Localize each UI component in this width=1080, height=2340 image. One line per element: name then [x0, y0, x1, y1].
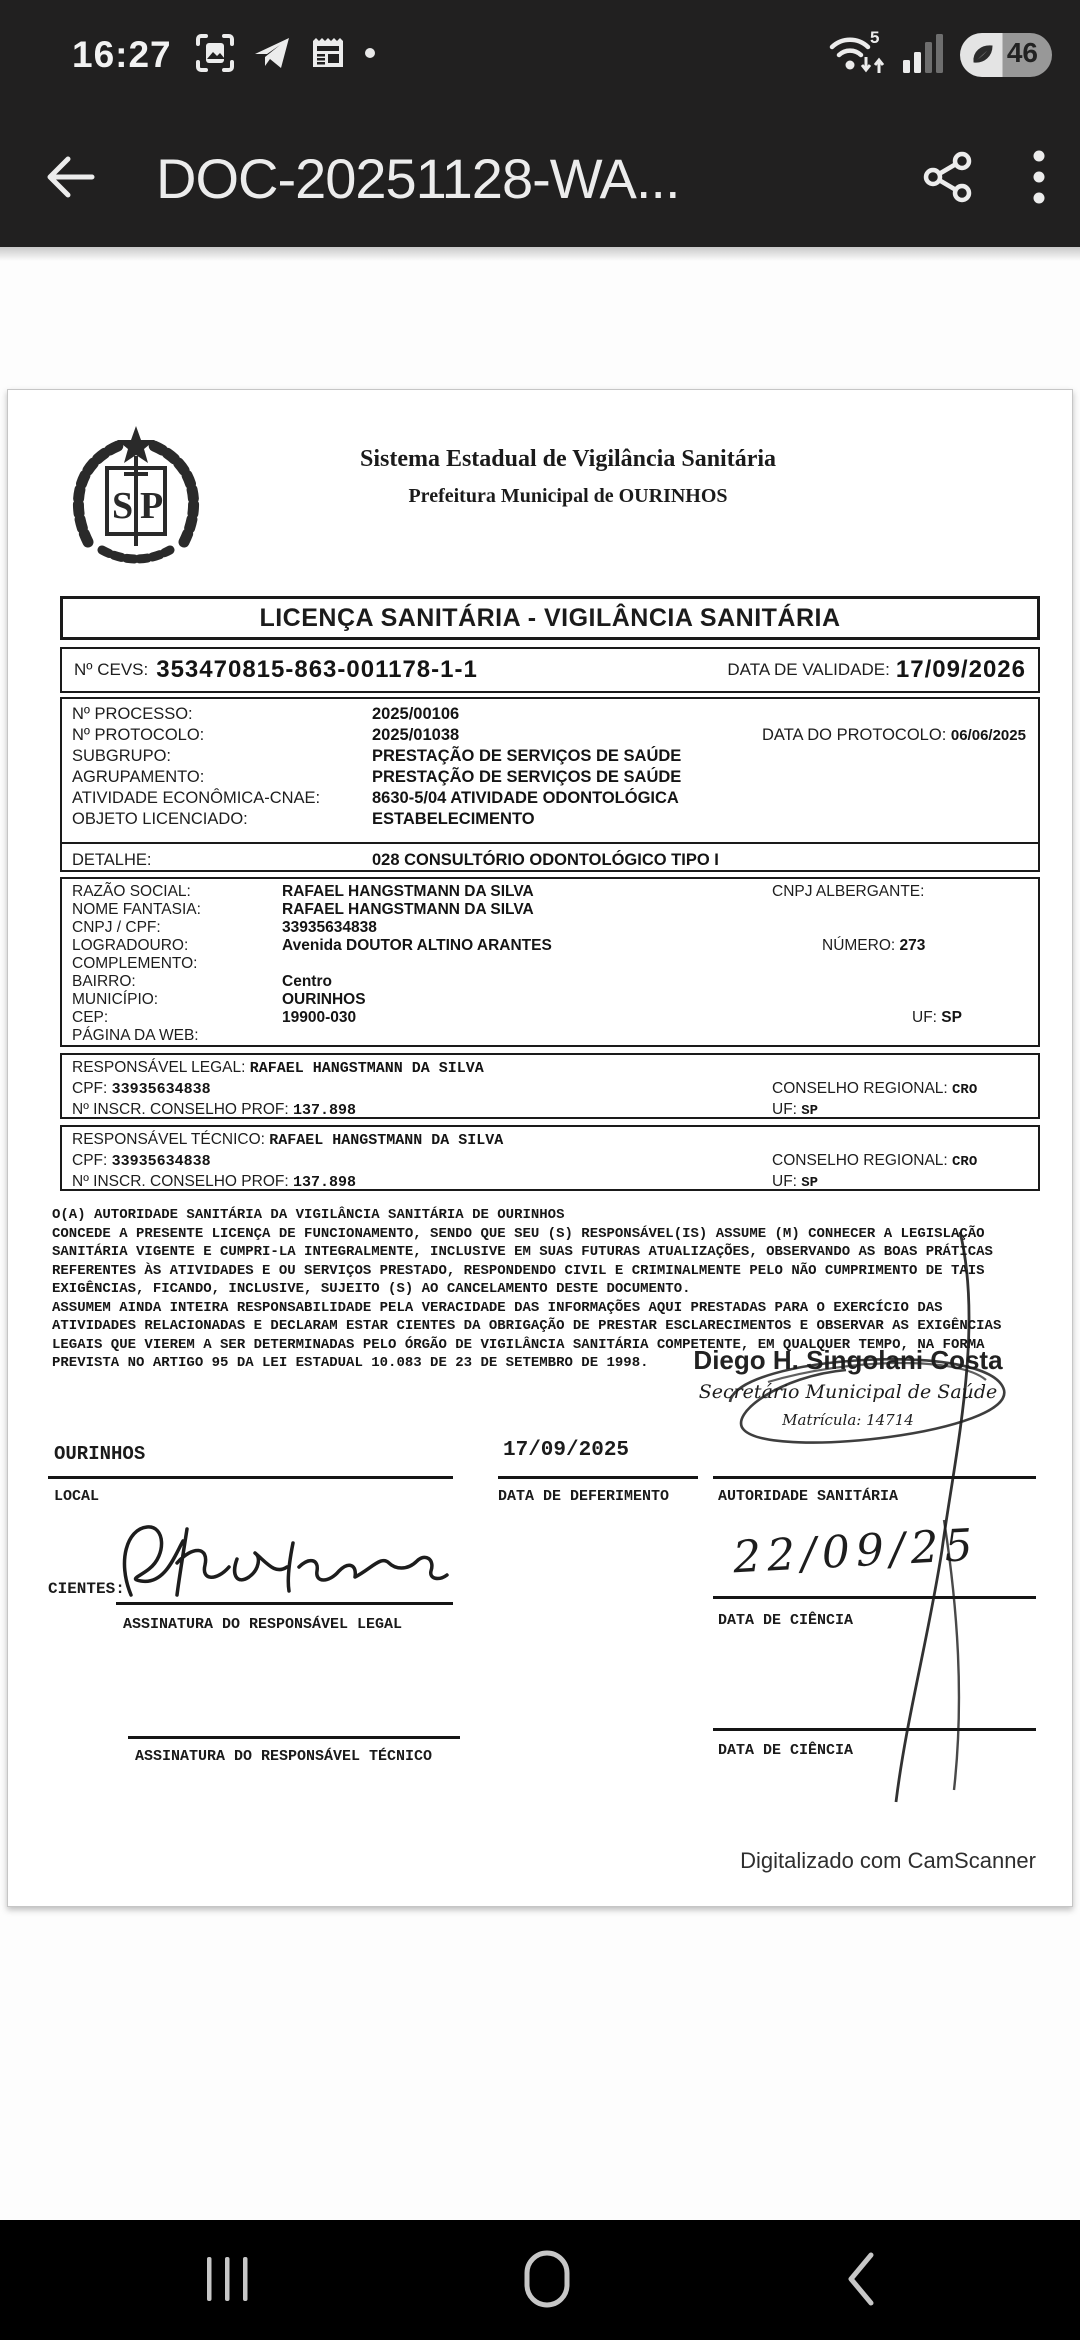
sp-state-seal-logo	[60, 420, 212, 577]
battery-saver-leaf-icon	[968, 40, 998, 70]
table-row: CNPJ / CPF: 33935634838	[72, 919, 377, 936]
local-value: OURINHOS	[54, 1443, 146, 1465]
tech-sign-label: ASSINATURA DO RESPONSÁVEL TÉCNICO	[135, 1748, 433, 1765]
home-button[interactable]	[523, 2249, 571, 2312]
share-icon	[922, 151, 974, 206]
technical-signature-line	[128, 1736, 460, 1739]
legal-responsible-box: RESPONSÁVEL LEGAL: RAFAEL HANGSTMANN DA SILVA CPF: 33935634838 CONSELHO REGIONAL: CRO Nº INSCR. CONSELHO PROF: 137.898 UF: SP	[60, 1053, 1040, 1119]
secretary-role: Secretário Municipal de Saúde	[698, 1381, 998, 1403]
home-icon	[523, 2249, 571, 2312]
more-vertical-icon	[1032, 148, 1046, 209]
table-row: AGRUPAMENTO: PRESTAÇÃO DE SERVIÇOS DE SAÚDE	[72, 768, 682, 786]
battery-percent: 46	[1006, 37, 1038, 68]
deferral-label: DATA DE DEFERIMENTO	[498, 1488, 670, 1505]
deferral-line	[498, 1476, 698, 1479]
table-row: RAZÃO SOCIAL: RAFAEL HANGSTMANN DA SILVA CNPJ ALBERGANTE:	[72, 883, 925, 900]
org-name-line1: Sistema Estadual de Vigilância Sanitária	[359, 446, 777, 472]
recents-icon	[205, 2253, 249, 2308]
ciencia-date-label: DATA DE CIÊNCIA	[718, 1612, 854, 1629]
document-viewer[interactable]	[0, 247, 1080, 2220]
screenshot-notification-icon	[194, 32, 236, 79]
document-page[interactable]	[7, 389, 1073, 1907]
cientes-label: CIENTES:	[48, 1580, 125, 1598]
back-nav-button[interactable]	[845, 2251, 875, 2310]
secretary-stamp	[668, 1345, 1028, 1429]
process-box	[60, 697, 1040, 872]
secretary-matricula: Matrícula: 14714	[782, 1411, 914, 1429]
table-row: BAIRRO: Centro	[72, 973, 332, 990]
battery-indicator	[960, 33, 1052, 77]
license-title: LICENÇA SANITÁRIA - VIGILÂNCIA SANITÁRIA	[259, 603, 841, 632]
news-notification-icon	[308, 33, 348, 78]
table-row: SUBGRUPO: PRESTAÇÃO DE SERVIÇOS DE SAÚDE	[72, 747, 682, 765]
table-row: MUNICÍPIO: OURINHOS	[72, 991, 366, 1008]
secretary-name: Diego H. Singolani Costa	[693, 1345, 1003, 1375]
document-title: DOC-20251128-WA...	[156, 147, 680, 210]
table-row: PÁGINA DA WEB:	[72, 1027, 199, 1044]
technical-responsible-box: RESPONSÁVEL TÉCNICO: RAFAEL HANGSTMANN DA SILVA CPF: 33935634838 CONSELHO REGIONAL: CRO Nº INSCR. CONSELHO PROF: 137.898 UF: SP	[60, 1125, 1040, 1191]
status-bar	[0, 0, 1080, 110]
arrow-left-icon	[38, 145, 102, 212]
cevs-box	[60, 647, 1040, 693]
detail-row: DETALHE: 028 CONSULTÓRIO ODONTOLÓGICO TIPO I	[72, 851, 719, 869]
deferral-date: 17/09/2025	[503, 1439, 630, 1462]
terms-paragraph: O(A) AUTORIDADE SANITÁRIA DA VIGILÂNCIA SANITÁRIA DE OURINHOS CONCEDE A PRESENTE LICENÇA DE FUNCIONAMENTO, SENDO QUE SEU (S) RESPONSÁVEL(IS) ASSUME (M) CONHECER A LEGISLAÇÃO SANITÁRIA VIGENTE E CUMPRI-LA INTEGRALMENTE, INCLUSIVE EM SUAS FUTURAS ATUALIZAÇÕES, OBSERVANDO AS BOAS PRÁTICAS REFERENTES ÀS ATIVIDADES E OU SERVIÇOS PRESTADO, RESPONDENDO CIVIL E CRIMINALMENTE PELO NÃO CUMPRIMENTO DE TAIS EXIGÊNCIAS, FICANDO, INCLUSIVE, SUJEITO (S) AO CANCELAMENTO DESTE DOCUMENTO. ASSUMEM AINDA INTEIRA RESPONSABILIDADE PELA VERACIDADE DAS INFORMAÇÕES AQUI PRESTADAS PARA O EXERCÍCIO DAS ATIVIDADES RELACIONADAS E DECLARAM ESTAR CIENTES DA OBRIGAÇÃO DE PRESTAR ESCLARECIMENTOS E OBSERVAR AS EXIGÊNCIAS LEGAIS QUE VIEREM A SER DETERMINADAS PELO ÓRGÃO DE VIGILÂNCIA SANITÁRIA COMPETENTE, EM QUALQUER TEMPO, NA FORMA PREVISTA NO ARTIGO 95 DA LEI ESTADUAL 10.083 DE 23 DE SETEMBRO DE 1998.	[52, 1207, 1002, 1371]
table-row: LOGRADOURO: Avenida DOUTOR ALTINO ARANTES NÚMERO: 273	[72, 937, 926, 954]
share-button[interactable]	[922, 151, 974, 206]
table-row: CEP: 19900-030 UF: SP	[72, 1009, 962, 1026]
ciencia-date2-label: DATA DE CIÊNCIA	[718, 1742, 854, 1759]
overflow-menu-button[interactable]	[1032, 148, 1046, 209]
legal-sign-label: ASSINATURA DO RESPONSÁVEL LEGAL	[123, 1616, 403, 1633]
table-row: Nº PROTOCOLO: 2025/01038 DATA DO PROTOCOLO: 06/06/2025	[72, 726, 1026, 744]
top-bars	[0, 0, 1080, 247]
table-row: COMPLEMENTO:	[72, 955, 198, 972]
chevron-left-icon	[845, 2251, 875, 2310]
signal-strength-icon	[902, 32, 946, 79]
navigation-bar	[0, 2220, 1080, 2340]
cevs-value: 353470815-863-001178-1-1	[156, 656, 478, 683]
ciencia-date2-line	[713, 1728, 1036, 1731]
camscanner-watermark: Digitalizado com CamScanner	[740, 1848, 1036, 1873]
table-row: NOME FANTASIA: RAFAEL HANGSTMANN DA SILVA	[72, 901, 534, 918]
validity-value: 17/09/2026	[895, 656, 1026, 683]
svg-text:P: P	[140, 485, 164, 527]
authority-line	[713, 1476, 1036, 1479]
svg-text:S: S	[112, 485, 134, 527]
app-bar	[0, 110, 1080, 247]
validity-label: DATA DE VALIDADE:	[727, 660, 890, 679]
svg-text:5: 5	[870, 28, 880, 47]
wifi-icon	[826, 29, 888, 82]
local-label: LOCAL	[54, 1488, 100, 1505]
legal-responsible-signature	[113, 1515, 458, 1615]
org-name-line2: Prefeitura Municipal de OURINHOS	[408, 485, 728, 507]
local-line	[48, 1476, 453, 1479]
clock: 16:27	[72, 34, 172, 75]
recents-button[interactable]	[205, 2253, 249, 2308]
back-button[interactable]	[38, 145, 102, 212]
establishment-box	[60, 877, 1040, 1047]
license-title-box	[60, 596, 1040, 640]
table-row: OBJETO LICENCIADO: ESTABELECIMENTO	[72, 810, 535, 828]
ciencia-date-line	[713, 1596, 1036, 1599]
more-notifications-dot-icon	[364, 46, 376, 64]
table-row: ATIVIDADE ECONÔMICA-CNAE: 8630-5/04 ATIVIDADE ODONTOLÓGICA	[72, 789, 679, 807]
cevs-label: Nº CEVS:	[74, 660, 149, 679]
telegram-notification-icon	[252, 33, 292, 78]
legal-signature-line	[116, 1602, 453, 1605]
authority-label: AUTORIDADE SANITÁRIA	[718, 1488, 899, 1505]
ciencia-date-handwritten: 22/09/25	[731, 1519, 980, 1584]
table-row: Nº PROCESSO: 2025/00106	[72, 705, 460, 723]
